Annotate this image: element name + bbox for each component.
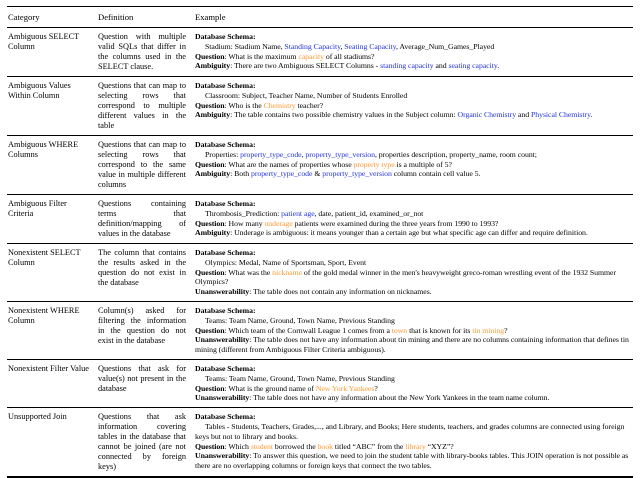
example-text: of all stadiums? bbox=[323, 51, 375, 61]
example-label: Database Schema: bbox=[195, 140, 256, 149]
question-term-highlight: New York Yankees bbox=[315, 383, 375, 393]
example-line bbox=[195, 306, 629, 316]
question-term-highlight: student bbox=[250, 441, 273, 451]
example-label: Database Schema: bbox=[195, 412, 256, 422]
schema-column-highlight: Physical Chemistry bbox=[530, 110, 591, 120]
example-label: Ambiguity bbox=[195, 169, 231, 179]
table-body bbox=[7, 28, 633, 478]
example-line bbox=[195, 160, 629, 170]
example-line bbox=[195, 101, 629, 111]
table-row bbox=[7, 408, 633, 478]
example-line bbox=[195, 326, 629, 336]
category-cell: Ambiguous SELECT Column bbox=[7, 28, 97, 77]
example-cell bbox=[194, 359, 633, 407]
example-line bbox=[195, 42, 629, 52]
example-text: Classroom: Subject, Teacher Name, Number of Students Enrolled bbox=[205, 90, 408, 100]
example-line bbox=[195, 228, 629, 238]
example-line bbox=[195, 412, 629, 422]
example-line bbox=[195, 169, 629, 179]
example-cell bbox=[194, 195, 633, 244]
example-text: : To answer this question, we need to join the student table with library-books tables. This JOIN operation is not possible as there are no overlapping columns or foreign keys that connect the two tables. bbox=[195, 451, 629, 471]
example-text: teacher? bbox=[295, 100, 324, 110]
example-text: Tables - Students, Teachers, Grades,..., and Library, and Books; Here students, teachers, and grades columns are connected using foreign keys but not to library and books. bbox=[195, 421, 625, 441]
table-row bbox=[7, 195, 633, 244]
example-text: : The table does not contain any information on nicknames. bbox=[249, 287, 432, 297]
example-text: : How many bbox=[224, 218, 265, 228]
category-cell: Ambiguous WHERE Columns bbox=[7, 136, 97, 195]
example-text: Thrombosis_Prediction: bbox=[205, 208, 282, 218]
example-text: of the gold medal winner in the men's heavyweight greco-roman wrestling event of the 1932 Summer Olympics? bbox=[195, 267, 617, 287]
example-text: , bbox=[301, 149, 306, 159]
example-text: : The table contains two possible chemistry values in the Subject column: bbox=[230, 110, 458, 120]
example-line bbox=[195, 199, 629, 209]
definition-cell: Questions that ask for value(s) not present in the database bbox=[97, 359, 194, 407]
example-label: Question bbox=[195, 325, 225, 335]
example-line bbox=[195, 219, 629, 229]
example-text: : What are the names of properties whose bbox=[224, 159, 354, 169]
example-line bbox=[195, 248, 629, 258]
schema-column-highlight: property_type_code bbox=[250, 169, 313, 179]
example-line bbox=[195, 258, 629, 268]
header-example: Example bbox=[194, 7, 633, 28]
table-header bbox=[7, 7, 633, 28]
example-text: Teams: Team Name, Ground, Town Name, Previous Standing bbox=[205, 373, 395, 383]
example-line bbox=[195, 150, 629, 160]
schema-column-highlight: property_type_version bbox=[305, 149, 375, 159]
example-label: Unanswerability bbox=[195, 393, 250, 403]
example-line bbox=[195, 61, 629, 71]
example-cell bbox=[194, 28, 633, 77]
example-label: Ambiguity bbox=[195, 61, 231, 71]
example-text: : What was the bbox=[224, 267, 273, 277]
definition-cell: Questions containing terms that definition/mapping of values in the database bbox=[97, 195, 194, 244]
example-line bbox=[195, 268, 629, 288]
example-label: Ambiguity bbox=[195, 110, 231, 120]
header-row bbox=[7, 7, 633, 28]
example-text: : There are two Ambiguous SELECT Columns - bbox=[230, 61, 381, 71]
example-line bbox=[195, 110, 629, 120]
definition-cell: The column that contains the results asked in the question do not exist in the database bbox=[97, 244, 194, 302]
example-line bbox=[195, 32, 629, 42]
question-term-highlight: underage bbox=[264, 218, 293, 228]
example-label: Question bbox=[195, 267, 225, 277]
example-cell bbox=[194, 301, 633, 359]
example-label: Database Schema: bbox=[195, 248, 256, 257]
category-cell: Ambiguous Filter Criteria bbox=[7, 195, 97, 244]
paper-page bbox=[7, 6, 633, 478]
example-text: : The table does not have any information about tin mining and there are no columns containing information that defines tin mining (different from Ambiguous Filter Criteria ambiguous). bbox=[195, 335, 629, 355]
table-row bbox=[7, 28, 633, 77]
example-text: column contain cell value 5. bbox=[391, 169, 481, 179]
example-label: Question bbox=[195, 218, 225, 228]
example-text: : What is the maximum bbox=[224, 51, 299, 61]
example-label: Database Schema: bbox=[195, 305, 256, 315]
question-term-highlight: capacity bbox=[298, 51, 324, 61]
header-definition: Definition bbox=[97, 7, 194, 28]
example-text: that is known for its bbox=[407, 325, 473, 335]
example-line bbox=[195, 422, 629, 442]
example-label: Unanswerability bbox=[195, 451, 250, 461]
definition-cell: Question with multiple valid SQLs that differ in the columns used in the SELECT clause. bbox=[97, 28, 194, 77]
example-text: . bbox=[497, 61, 500, 71]
example-text: , Average_Num_Games_Played bbox=[396, 41, 495, 51]
example-line bbox=[195, 442, 629, 452]
example-line bbox=[195, 140, 629, 150]
example-line bbox=[195, 287, 629, 297]
schema-column-highlight: Organic Chemistry bbox=[457, 110, 517, 120]
schema-column-highlight: Seating Capacity bbox=[344, 41, 397, 51]
example-text: ? bbox=[374, 383, 378, 393]
example-line bbox=[195, 384, 629, 394]
example-line bbox=[195, 91, 629, 101]
category-cell: Unsupported Join bbox=[8, 412, 67, 422]
definition-cell: Questions that ask information covering tables in the database that cannot be joined (are not connected by foreign keys) bbox=[98, 412, 186, 472]
taxonomy-table bbox=[7, 6, 633, 478]
definition-cell: Questions that can map to selecting rows that correspond to multiple different values in the table bbox=[97, 77, 194, 136]
example-text: borrowed the bbox=[273, 441, 318, 451]
example-text: : Underage is ambiguous: it means younger than a certain age but what specific age can differ and require definition. bbox=[230, 228, 588, 238]
example-text: Olympics: Medal, Name of Sportsman, Sport, Event bbox=[205, 257, 367, 267]
example-text: “XYZ”? bbox=[425, 441, 454, 451]
example-text: : Who is the bbox=[224, 100, 264, 110]
example-text: : The table does not have any information about the New York Yankees in the team name column. bbox=[249, 393, 550, 403]
example-label: Unanswerability bbox=[195, 287, 250, 297]
table-row bbox=[7, 359, 633, 407]
example-text: Properties: bbox=[205, 149, 241, 159]
header-category: Category bbox=[7, 7, 97, 28]
example-text: titled “ABC” from the bbox=[332, 441, 406, 451]
example-text: , bbox=[340, 41, 345, 51]
example-text: & bbox=[312, 169, 323, 179]
question-term-highlight: town bbox=[391, 325, 408, 335]
example-line bbox=[195, 364, 629, 374]
example-line bbox=[195, 393, 629, 403]
table-row bbox=[7, 77, 633, 136]
example-line bbox=[195, 81, 629, 91]
example-label: Ambiguity bbox=[195, 228, 231, 238]
example-label: Question bbox=[195, 159, 225, 169]
schema-column-highlight: property_type_code bbox=[240, 149, 302, 159]
example-label: Database Schema: bbox=[195, 199, 256, 208]
example-text: , properties description, property_name, room count; bbox=[374, 149, 537, 159]
example-text: : What is the ground name of bbox=[224, 383, 316, 393]
category-cell: Ambiguous Values Within Column bbox=[7, 77, 97, 136]
category-cell: Nonexistent WHERE Column bbox=[7, 301, 97, 359]
category-cell: Nonexistent SELECT Column bbox=[7, 244, 97, 302]
example-text: Teams: Team Name, Ground, Town Name, Previous Standing bbox=[205, 315, 395, 325]
schema-column-highlight: Standing Capacity bbox=[284, 41, 341, 51]
example-label: Question bbox=[195, 51, 225, 61]
example-label: Question bbox=[195, 441, 225, 451]
example-label: Database Schema: bbox=[195, 81, 256, 90]
example-label: Database Schema: bbox=[195, 363, 256, 373]
example-text: patients were examined during the three years from 1990 to 1993? bbox=[292, 218, 499, 228]
example-cell bbox=[194, 244, 633, 302]
example-label: Database Schema: bbox=[195, 32, 256, 41]
question-term-highlight: Chemistry bbox=[263, 100, 296, 110]
question-term-highlight: tin mining bbox=[472, 325, 505, 335]
question-term-highlight: nickname bbox=[272, 267, 303, 277]
schema-column-highlight: patient age bbox=[281, 208, 315, 218]
question-term-highlight: book bbox=[317, 441, 333, 451]
category-cell: Nonexistent Filter Value bbox=[7, 359, 97, 407]
schema-column-highlight: seating capacity bbox=[448, 61, 498, 71]
example-line bbox=[195, 316, 629, 326]
example-text: is a multiple of 5? bbox=[394, 159, 452, 169]
question-term-highlight: property type bbox=[353, 159, 395, 169]
definition-cell: Questions that can map to selecting rows that correspond to the same value in multiple different columns bbox=[97, 136, 194, 195]
example-label: Unanswerability bbox=[195, 335, 250, 345]
example-label: Question bbox=[195, 100, 225, 110]
example-label: Question bbox=[195, 383, 225, 393]
table-row bbox=[7, 301, 633, 359]
table-row bbox=[7, 136, 633, 195]
example-text: : Both bbox=[230, 169, 251, 179]
example-text: , date, patient_id, examined_or_not bbox=[314, 208, 424, 218]
example-text: ? bbox=[504, 325, 508, 335]
schema-column-highlight: standing capacity bbox=[380, 61, 434, 71]
example-text: and bbox=[433, 61, 449, 71]
example-cell bbox=[194, 77, 633, 136]
example-line bbox=[195, 209, 629, 219]
schema-column-highlight: property_type_version bbox=[322, 169, 392, 179]
example-text: : Which team of the Cornwall League 1 comes from a bbox=[224, 325, 392, 335]
example-line bbox=[195, 374, 629, 384]
example-line bbox=[195, 451, 629, 471]
example-text: : Which bbox=[224, 441, 251, 451]
example-text: and bbox=[516, 110, 531, 120]
example-line bbox=[195, 52, 629, 62]
question-term-highlight: library bbox=[405, 441, 426, 451]
example-line bbox=[195, 335, 629, 355]
table-row bbox=[7, 244, 633, 302]
example-text: . bbox=[590, 110, 593, 120]
example-text: Stadium: Stadium Name, bbox=[205, 41, 285, 51]
example-cell bbox=[194, 136, 633, 195]
definition-cell: Column(s) asked for filtering the information in the question do not exist in the database bbox=[97, 301, 194, 359]
example-cell bbox=[194, 408, 633, 478]
